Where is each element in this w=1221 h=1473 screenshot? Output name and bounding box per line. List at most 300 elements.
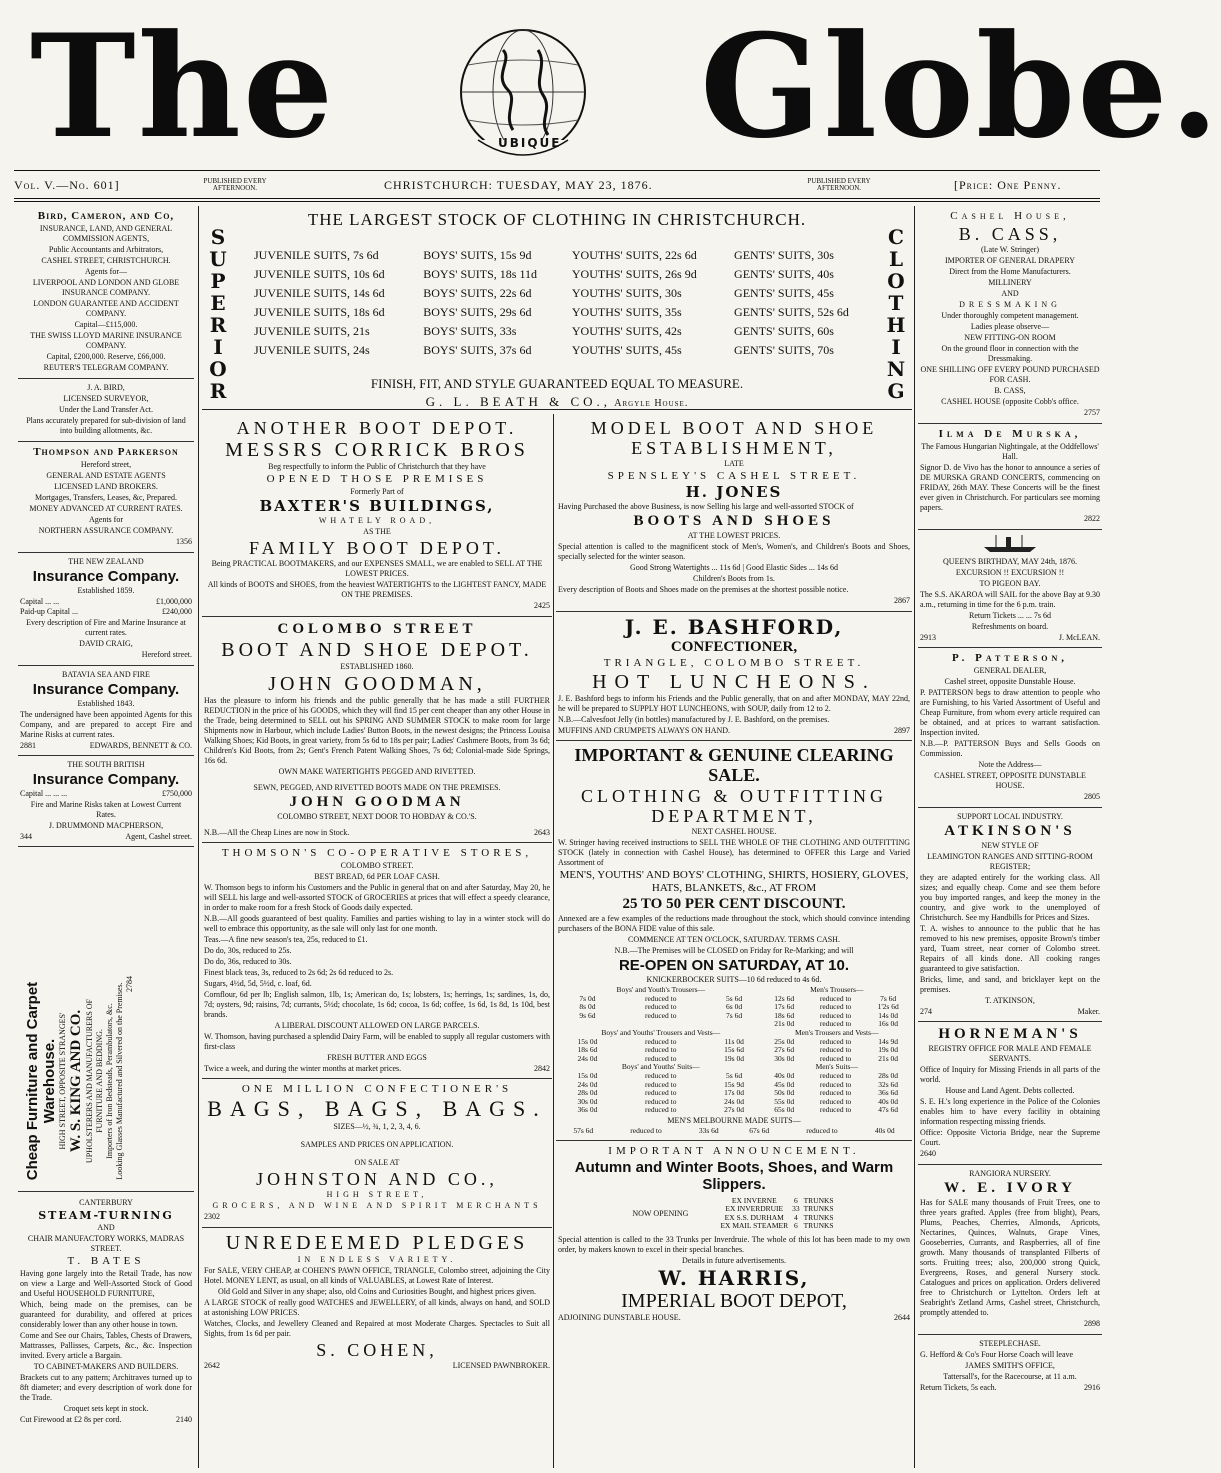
table-row — [250, 284, 880, 303]
column-rule — [198, 206, 199, 1468]
ad-heading: JOHN GOODMAN, — [268, 673, 486, 695]
steamship-icon — [980, 533, 1040, 553]
ad-heading: JOHN GOODMAN — [289, 794, 465, 810]
table-cell: 24s 0d — [577, 1079, 598, 1089]
ad-line: Hereford street, — [80, 460, 132, 469]
price-table — [250, 246, 880, 360]
ad-line: J. McLEAN. — [1058, 633, 1100, 642]
banner-firm-name: G. L. BEATH & CO., — [425, 394, 612, 409]
ad-line: Special attention is called to the magnificent stock of Men's, Women's, and Children's Boots and Shoes, specially selected for the winter season. — [558, 542, 910, 561]
ad-value: £240,000 — [162, 607, 192, 616]
table-row — [250, 322, 880, 341]
vertical-letter: T — [888, 291, 904, 315]
ad-number: 2913 — [920, 633, 936, 642]
ad-heading: QUEEN'S BIRTHDAY, MAY 24th, 1876. — [943, 557, 1077, 566]
ad-patterson — [918, 648, 1102, 808]
table-group-heading: Boys' and Youth's Trousers— — [616, 985, 706, 994]
table-cell: 5s 6d — [726, 1070, 743, 1080]
table-cell: reduced to — [645, 1070, 677, 1080]
table-cell: reduced to — [645, 1053, 677, 1063]
ad-line: CONFECTIONER, — [670, 639, 798, 655]
ad-ja-bird — [18, 379, 194, 442]
ad-kicker: COLOMBO STREET — [277, 621, 477, 637]
ad-line: Special attention is called to the 33 Trunks per Inverdruie. The whole of this lot has been made to my own order, by makers known to excel in their special branches. — [558, 1234, 910, 1254]
published-note-left: PUBLISHED EVERY AFTERNOON. — [203, 177, 267, 192]
ad-line: JAMES SMITH'S OFFICE, — [965, 1361, 1055, 1370]
ad-line: LICENSED LAND BROKERS. — [54, 482, 158, 491]
ad-line: Come and See our Chairs, Tables, Chests of Drawers, Mattrasses, Pallisses, Carpets, &c., &c. Inspection invited. Every article a Bargain. — [20, 1331, 192, 1360]
ship-table — [718, 1197, 835, 1231]
table-cell: BOYS' SUITS, 15s 9d — [423, 248, 532, 262]
table-cell: GENTS' SUITS, 52s 6d — [734, 305, 849, 319]
ad-number: 2822 — [1084, 514, 1100, 523]
ad-line: Every description of Fire and Marine Insurance at current rates. — [26, 618, 186, 637]
ad-line: T. ATKINSON, — [985, 996, 1035, 1005]
ad-line: P. PATTERSON begs to draw attention to people who are Furnishing, to his Varied Assortment of Useful and Cheap Furniture, from whom every article required can be obtained, and at prices to warrant satisfaction. Inspection invited. — [920, 688, 1100, 737]
ad-line: Fire and Marine Risks taken at Lowest Current Rates. — [30, 800, 182, 819]
ad-line: Brackets cut to any pattern; Architraves turned up to 8ft diameter; and every description of work done for the Trade. — [20, 1373, 192, 1402]
ad-batavia-insurance — [18, 666, 194, 756]
ad-line: DRESSMAKING — [959, 300, 1061, 309]
table-cell: reduced to — [819, 1010, 852, 1020]
table-cell: 16s 0d — [878, 1019, 899, 1029]
ad-line: N.B.—All the Cheap Lines are now in Stock. — [204, 828, 350, 837]
ad-line: Every description of Boots and Shoes made on the premises at the shortest possible notice. — [558, 585, 849, 594]
table-cell: GENTS' SUITS, 40s — [734, 267, 834, 281]
ad-line: Being PRACTICAL BOOTMAKERS, and our EXPENSES SMALL, we are enabled to SELL AT THE LOWEST PRICES. — [211, 559, 543, 578]
table-cell: EX MAIL STEAMER — [720, 1221, 789, 1231]
ad-line: B. CASS, — [994, 386, 1026, 395]
vertical-letter: G — [887, 379, 905, 403]
table-row — [250, 265, 880, 284]
ad-line: WHATELY ROAD, — [318, 516, 436, 525]
ad-line: HIGH STREET, OPPOSITE STRANGES' — [58, 1012, 67, 1150]
table-cell: reduced to — [819, 1079, 852, 1089]
ad-king-furniture — [18, 970, 194, 1192]
ad-number: 2642 — [204, 1361, 220, 1370]
ad-heading: BOOTS AND SHOES — [633, 513, 835, 529]
banner-title: THE LARGEST STOCK OF CLOTHING IN CHRISTCHURCH. — [307, 210, 807, 229]
ad-heading: Ilma De Murska, — [938, 428, 1082, 440]
ad-line: Has for SALE many thousands of Fruit Trees, one to three years grafted. Apples (free from blight), Pears, Plums, Peaches, Cherries, Almonds, Apricots, Nectarines, Quinces, Walnuts, Grape Vines, Gooseberries, Currants, and Raspberries, all of fine growth. Many thousands of transplanted Filberts of sorts. Fruiting trees; also, 200,000 strong Quick, Evergreens, Roses, and general Nursery stock. Catalogues and prices on application. Orders delivered free to Christchurch or Lyttelton. Orders left at Seabright's Zetland Arms, Cashel street, Christchurch, promptly attended to. — [920, 1198, 1100, 1317]
ad-line: THE SWISS LLOYD MARINE INSURANCE COMPANY. — [30, 331, 182, 350]
ad-heading: IMPORTANT & GENUINE CLEARING SALE. — [574, 745, 894, 785]
masthead-title-left: The — [30, 4, 336, 170]
ad-line: LIVERPOOL AND LONDON AND GLOBE INSURANCE COMPANY. — [32, 278, 180, 297]
ad-line: CASHEL HOUSE (opposite Cobb's office. — [941, 397, 1079, 406]
masthead-rule — [14, 170, 1100, 171]
ad-harris — [556, 1141, 912, 1327]
ad-line: The S.S. AKAROA will SAIL for the above Bay at 9.30 a.m., returning in time for the 6 p.m. train. — [920, 590, 1100, 609]
ad-kicker: BATAVIA SEA AND FIRE — [62, 670, 150, 679]
table-cell: 27s 6d — [774, 1045, 795, 1055]
ad-number: 2784 — [125, 976, 134, 992]
ad-heading: J. E. BASHFORD, — [624, 615, 844, 639]
table-cell: BOYS' SUITS, 18s 11d — [423, 267, 538, 281]
ad-line: Watches, Clocks, and Jewellery Cleaned and Repaired at most Moderate Charges. Spectacles to Suit all Sights, from 1s 6d per pair. — [204, 1319, 550, 1338]
price-table — [558, 1127, 910, 1136]
table-cell: JUVENILE SUITS, 10s 6d — [254, 267, 385, 281]
ad-line: NORTHERN ASSURANCE COMPANY. — [38, 526, 174, 535]
published-note-right: PUBLISHED EVERY AFTERNOON. — [807, 177, 871, 192]
ad-bird-cameron — [18, 206, 194, 379]
ad-line: Sugars, 4½d, 5d, 5½d, c. loaf, 6d. — [204, 979, 312, 988]
ad-line: Agents for — [89, 515, 123, 524]
masthead-title-right: Globe. — [700, 4, 1221, 170]
ad-line: N.B.—All goods guaranteed of best quality. Families and parties wishing to lay in a winter stock will do well to embrace this opportunity, as the sale will only last for one month. — [204, 914, 550, 933]
ad-line: AND — [1001, 289, 1019, 298]
vertical-letter: R — [209, 379, 227, 403]
ad-line: TRIANGLE, COLOMBO STREET. — [603, 657, 865, 669]
ad-line: Cornflour, 6d per lb; English salmon, 1lb, 1s; American do, 1s; lobsters, 1s; herrings, 1s; sardines, 1s, do, 7d; oysters, 9d; raisins, 7d; currants, 5½d; chocolate, 1s 6d; cocoa, 1s 6d; coffee, 1s 6d, 1s 8d, 1s 10d, best brands. — [204, 990, 550, 1019]
ad-heading: FAMILY BOOT DEPOT. — [248, 538, 506, 558]
ad-heading: BOOT AND SHOE DEPOT. — [221, 639, 533, 661]
ad-line: ON SALE AT — [354, 1158, 400, 1167]
ad-line: W. Stringer having received instructions to SELL THE WHOLE OF THE CLOTHING AND OUTFITTING STOCK (lately in connection with Cashel House), has determined to OFFER this Large and Varied Assortment of — [558, 838, 910, 867]
ad-line: INSURANCE, LAND, AND GENERAL COMMISSION AGENTS, — [39, 224, 173, 243]
ad-line: W. Thomson, having purchased a splendid Dairy Farm, will be enabled to supply all regular customers with first-class — [204, 1032, 550, 1051]
table-cell: JUVENILE SUITS, 18s 6d — [254, 305, 385, 319]
ad-heading: THOMSON'S CO-OPERATIVE STORES, — [221, 847, 533, 859]
ad-line: Agent, Cashel street. — [125, 832, 192, 841]
masthead — [20, 4, 1221, 170]
ad-thompson-parkerson — [18, 442, 194, 553]
table-cell: reduced to — [819, 1036, 852, 1046]
ad-number: 2842 — [534, 1064, 550, 1073]
table-group-heading: Men's Suits— — [815, 1062, 858, 1072]
ad-kicker: RANGIORA NURSERY. — [969, 1169, 1051, 1178]
ad-label: Capital ... ... ... — [20, 789, 68, 798]
ad-line: The Famous Hungarian Nightingale, at the Oddfellows' Hall. — [921, 442, 1099, 461]
ad-thomson — [202, 843, 552, 1079]
table-cell: 14s 9d — [878, 1036, 899, 1046]
volume-number: Vol. V.—No. 601] — [14, 178, 120, 192]
table-cell: 40s 0d — [774, 1070, 795, 1080]
ad-line: The undersigned have been appointed Agents for this Company, and are prepared to accept Fire and Marine Risks at current rates. — [20, 710, 192, 739]
ad-heading: Insurance Company. — [32, 681, 180, 698]
table-cell: 1'2s 6d — [877, 1002, 899, 1012]
vertical-letter: C — [888, 225, 904, 249]
ad-line: A LARGE STOCK of really good WATCHES and JEWELLERY, of all kinds, always on hand, and SOLD at astonishing LOW PRICES. — [204, 1298, 550, 1317]
table-row — [250, 303, 880, 322]
ad-line: Having gone largely into the Retail Trade, has now on view a Large and Well-Assorted Stock of Good and Useful HOUSEHOLD FURNITURE, — [20, 1269, 192, 1298]
table-cell: 36s 6d — [878, 1088, 899, 1098]
vertical-letter: L — [888, 247, 904, 271]
ad-number: 2425 — [534, 601, 550, 610]
ad-line: All kinds of BOOTS and SHOES, from the heaviest WATERTIGHTS to the LIGHTEST FANCY, MADE ON THE PREMISES. — [207, 580, 547, 599]
ad-line: SAMPLES AND PRICES ON APPLICATION. — [300, 1140, 454, 1149]
table-cell: 18s 6d — [774, 1010, 795, 1020]
ad-line: Under the Land Transfer Act. — [59, 405, 153, 414]
ad-line: Details in future advertisements. — [682, 1255, 786, 1265]
ad-line: Agents for— — [85, 267, 127, 276]
ad-line: Formerly Part of — [350, 487, 404, 496]
ad-line: they are adapted entirely for the working class. All sizes; and equally cheap. Come and see them before you buy imported ranges, and keep the money in the country, and give work to the unemployed of Christchurch. See my Handbills for Prices and Sizes. — [920, 873, 1100, 922]
vertical-letter: O — [209, 357, 227, 381]
ad-line: OPENED THOSE PREMISES — [266, 473, 488, 485]
table-cell: reduced to — [645, 993, 677, 1003]
table-cell: reduced to — [819, 1105, 852, 1115]
ad-kicker: ONE MILLION CONFECTIONER'S — [241, 1083, 513, 1095]
ad-line: NEW STYLE OF — [981, 841, 1039, 850]
ad-heading: STEAM-TURNING — [38, 1209, 174, 1222]
ad-kicker: SUPPORT LOCAL INDUSTRY. — [957, 812, 1063, 821]
ad-line: CHAIR MANUFACTORY WORKS, MADRAS STREET. — [27, 1234, 185, 1253]
ad-line: Return Tickets ... ... 7s 6d — [968, 611, 1051, 620]
table-cell: reduced to — [630, 1125, 662, 1135]
ad-line: (Late W. Stringer) — [981, 245, 1039, 254]
ad-line: EXCURSION !! EXCURSION !! — [955, 568, 1065, 577]
ad-value: £750,000 — [162, 789, 192, 798]
ad-number: 2805 — [1084, 792, 1100, 801]
table-cell: 5s 6d — [726, 993, 743, 1003]
table-cell: reduced to — [819, 993, 852, 1003]
table-cell: 4 — [793, 1212, 798, 1222]
table-row — [718, 1222, 835, 1231]
table-cell: BOYS' SUITS, 22s 6d — [423, 286, 532, 300]
ad-kicker: THE NEW ZEALAND — [68, 557, 144, 566]
table-cell: reduced to — [645, 1079, 677, 1089]
table-cell: 21s 0d — [774, 1019, 795, 1029]
ad-heading: Insurance Company. — [32, 771, 180, 788]
ad-line: MONEY ADVANCED AT CURRENT RATES. — [29, 504, 183, 513]
ad-line: Looking Glasses Manufactured and Silvered on the Premises. — [115, 982, 124, 1180]
ad-line: GENERAL DEALER, — [973, 666, 1047, 675]
ad-bates — [18, 1194, 194, 1429]
ad-heading: P. Patterson, — [951, 652, 1069, 664]
ad-line: Plans accurately prepared for sub-division of land into building allotments, &c. — [26, 416, 186, 435]
ad-cass — [918, 206, 1102, 424]
ad-line: MEN'S MELBOURNE MADE SUITS— — [667, 1115, 801, 1125]
ad-line: W. Thomson begs to inform his Customers and the Public in general that on and after Saturday, May 20, he will SELL his large and well-assorted STOCK of GROCERIES at prices that will effect a speedy clearance, in order to make room for a fresh Stock of Goods daily expected. — [204, 883, 550, 912]
ad-number: 2916 — [1084, 1383, 1100, 1392]
table-cell: 24s 0d — [577, 1053, 598, 1063]
table-row — [558, 1012, 910, 1021]
table-cell: JUVENILE SUITS, 7s 6d — [254, 248, 379, 262]
column-rule — [914, 206, 915, 1468]
table-cell: 50s 0d — [774, 1088, 795, 1098]
ad-line: CASHEL STREET, OPPOSITE DUNSTABLE HOUSE. — [934, 771, 1086, 790]
ad-hefford — [918, 1335, 1102, 1397]
ad-line: N.B.—P. PATTERSON Buys and Sells Goods on Commission. — [920, 739, 1100, 758]
ad-line: LONDON GUARANTEE AND ACCIDENT COMPANY. — [33, 299, 179, 318]
ad-line: REUTER'S TELEGRAM COMPANY. — [43, 363, 169, 372]
ad-heading: B. CASS, — [958, 224, 1062, 244]
dateline-rule — [14, 198, 1100, 199]
ad-line: A LIBERAL DISCOUNT ALLOWED ON LARGE PARCELS. — [274, 1021, 480, 1030]
ad-heading: IMPERIAL BOOT DEPOT, — [621, 1289, 847, 1312]
table-cell: 27s 0d — [724, 1105, 744, 1115]
ad-line: Good Strong Watertights ... 11s 6d | Good Elastic Sides ... 14s 6d — [629, 563, 839, 572]
table-cell: JUVENILE SUITS, 24s — [254, 343, 370, 357]
ad-heading: HOT LUNCHEONS. — [592, 671, 876, 693]
ad-south-british — [18, 756, 194, 847]
ad-line: BEST BREAD, 6d PER LOAF CASH. — [314, 872, 440, 881]
ad-line: G. Hefford & Co's Four Horse Coach will leave — [920, 1350, 1074, 1359]
ad-number: 2302 — [204, 1212, 220, 1221]
ad-line: Mortgages, Transfers, Leases, &c, Prepared. — [35, 493, 177, 502]
ad-heading: Autumn and Winter Boots, Shoes, and Warm Slippers. — [574, 1158, 894, 1193]
ad-line: DAVID CRAIG, — [79, 639, 133, 648]
table-cell: 33 — [792, 1204, 800, 1214]
table-group-heading: Boys' and Youths' Trousers and Vests— — [601, 1027, 721, 1037]
vertical-letter: P — [210, 269, 226, 293]
ad-line: ONE SHILLING OFF EVERY POUND PURCHASED FOR CASH. — [920, 365, 1100, 384]
ad-kicker: CANTERBURY — [79, 1198, 133, 1207]
banner-foot: FINISH, FIT, AND STYLE GUARANTEED EQUAL TO MEASURE. — [370, 376, 744, 391]
table-cell: reduced to — [819, 1088, 852, 1098]
ad-line: IN ENDLESS VARIETY. — [297, 1255, 457, 1264]
table-cell: reduced to — [645, 1088, 677, 1098]
ad-line: Bricks, lime, and sand, and bricklayer kept on the premises. — [920, 975, 1100, 994]
ad-line: GENERAL AND ESTATE AGENTS — [46, 471, 166, 480]
table-cell: 15s 9d — [724, 1079, 744, 1089]
table-cell: reduced to — [645, 1045, 677, 1055]
ad-jones — [556, 414, 912, 612]
ad-heading: Thompson and Parkerson — [33, 446, 179, 458]
ad-line: Importers of Iron Bedsteads, Perambulators, &c. — [105, 1003, 114, 1159]
table-cell: reduced to — [645, 1036, 677, 1046]
ad-heading: BAXTER'S BUILDINGS, — [259, 497, 495, 515]
place-and-date: CHRISTCHURCH: TUESDAY, MAY 23, 1876. — [384, 178, 653, 192]
ad-line: ADJOINING DUNSTABLE HOUSE. — [558, 1312, 681, 1322]
table-cell: reduced to — [645, 1105, 677, 1115]
table-row — [558, 1127, 910, 1136]
ad-ivory — [918, 1165, 1102, 1335]
table-cell: BOYS' SUITS, 29s 6d — [423, 305, 532, 319]
table-cell: reduced to — [819, 1096, 852, 1106]
column-3 — [556, 414, 912, 1468]
table-cell: 24s 0d — [724, 1096, 744, 1106]
banner-house: Argyle House. — [614, 398, 689, 409]
ad-kicker: Cashel House, — [950, 210, 1070, 222]
table-cell: 33s 6d — [698, 1125, 719, 1135]
ad-line: Cashel street, opposite Dunstable House. — [944, 677, 1076, 686]
vertical-letter: I — [891, 335, 901, 359]
ad-kicker: STEEPLECHASE. — [979, 1339, 1041, 1348]
ad-johnston-bags — [202, 1079, 552, 1228]
ad-goodman — [202, 617, 552, 843]
table-cell: 57s 6d — [573, 1125, 594, 1135]
column-4 — [918, 206, 1102, 1468]
table-cell: GENTS' SUITS, 60s — [734, 324, 834, 338]
ad-atkinson — [918, 808, 1102, 1022]
ad-line: Do do, 36s, reduced to 30s. — [204, 957, 292, 966]
ad-line: Capital—£115,000. — [74, 320, 138, 329]
ad-number: 2644 — [894, 1312, 910, 1322]
table-cell: TRUNKS — [803, 1221, 834, 1231]
ad-line: LICENSED SURVEYOR, — [63, 394, 149, 403]
price-table — [558, 986, 910, 1115]
table-group-heading: Boys' and Youths' Suits— — [621, 1062, 700, 1072]
table-row — [250, 341, 880, 360]
ad-line: Public Accountants and Arbitrators, — [48, 245, 164, 254]
table-cell: 14s 0d — [878, 1010, 899, 1020]
table-cell: 15s 0d — [577, 1036, 598, 1046]
ad-line: J. DRUMMOND MACPHERSON, — [48, 821, 164, 830]
table-cell: 25s 0d — [774, 1036, 795, 1046]
ad-heading: Bird, Cameron, and Co, — [37, 210, 175, 222]
ad-line: NOW OPENING — [632, 1208, 689, 1218]
ad-line: CASHEL STREET, CHRISTCHURCH. — [41, 256, 171, 265]
ad-line: Finest black teas, 3s, reduced to 2s 6d; 2s 6d reduced to 2s. — [204, 968, 394, 977]
ad-line: IMPORTER OF GENERAL DRAPERY — [944, 256, 1076, 265]
masthead-motto: UBIQUE — [498, 136, 562, 150]
table-group-heading: Men's Trousers— — [810, 985, 864, 994]
ad-heading: W. S. KING AND CO. — [68, 1009, 84, 1153]
table-cell: reduced to — [819, 1053, 852, 1063]
ad-line: KNICKERBOCKER SUITS—10 6d reduced to 4s 6d. — [646, 975, 822, 984]
ad-line: Has the pleasure to inform his friends and the public generally that he has made a still FURTHER REDUCTION in the price of his GOODS, which they will find 15 per cent cheaper than any other House in the Trade, being determined to SELL out his SPRING AND SUMMER STOCK to make room for large Shipments now in Harbour, which include Ladies' Button Boots, in the newest designs; the Princess Louisa Walking Shoes; Kid Boots, in great variety, from 5s 6d to 18s per pair; Ladies' Cashmere Boots, from 3s 6d; Children's Kid Boots, from 2s; Gent's French Patent Walking Shoes, 7s 6d; Colonial-made Side Springs, 16s 6d. — [204, 696, 551, 765]
ship-list — [558, 1197, 910, 1231]
ad-heading: W. HARRIS, — [658, 1265, 810, 1290]
ad-heading: UNREDEEMED PLEDGES — [225, 1232, 529, 1254]
table-cell: TRUNKS — [803, 1212, 834, 1222]
ad-line: Direct from the Home Manufacturers. — [949, 267, 1071, 276]
ad-line: SEWN, PEGGED, AND RIVETTED BOOTS MADE ON THE PREMISES. — [253, 783, 501, 792]
table-cell: reduced to — [645, 1096, 677, 1106]
ad-line: Teas.—A fine new season's tea, 25s, reduced to £1. — [204, 935, 368, 944]
table-cell: YOUTHS' SUITS, 22s 6d — [571, 248, 697, 262]
ad-number: 2881 — [20, 741, 36, 750]
ad-line: Established 1843. — [77, 699, 135, 708]
ad-heading: T. BATES — [67, 1255, 145, 1267]
ad-horneman — [918, 1022, 1102, 1165]
table-cell: 30s 0d — [774, 1053, 795, 1063]
table-cell: 28s 0d — [878, 1070, 899, 1080]
ad-line: Established 1859. — [77, 586, 135, 595]
ad-line: Hereford street. — [141, 650, 192, 659]
ad-line: J. A. BIRD, — [87, 383, 125, 392]
table-cell: JUVENILE SUITS, 14s 6d — [254, 286, 385, 300]
ad-line: EDWARDS, BENNETT & CO. — [89, 741, 192, 750]
ad-line: MILLINERY — [988, 278, 1032, 287]
ad-line: Cut Firewood at £2 8s per cord. — [20, 1415, 122, 1424]
ad-heading: H. JONES — [685, 483, 783, 501]
ad-number: 2140 — [176, 1415, 192, 1424]
vertical-letter: H — [886, 313, 906, 337]
table-cell: 19s 0d — [878, 1045, 899, 1055]
ad-line: Note the Address— — [978, 760, 1042, 769]
ad-line: UPHOLSTERERS AND MANUFACTURERS OF FURNITURE AND BEDDING. — [85, 998, 104, 1164]
ad-line: TO PIGEON BAY. — [979, 579, 1041, 588]
ad-line: Maker. — [1077, 1007, 1100, 1016]
ad-heading: HORNEMAN'S — [938, 1026, 1082, 1042]
table-cell: 65s 0d — [774, 1105, 795, 1115]
table-cell: 32s 6d — [878, 1079, 899, 1089]
table-cell: reduced to — [819, 1045, 852, 1055]
ad-line: T. A. wishes to announce to the public that he has removed to his new premises, opposite Brown's timber yard, Tuam street, near corner of Colombo street. Repairs of all kinds done. All cooking ranges guaranteed to give satisfaction. — [920, 924, 1100, 973]
ad-line: COLOMBO STREET, NEXT DOOR TO HOBDAY & CO.'S. — [277, 812, 477, 821]
table-cell: EX INVERDRUIE — [725, 1204, 784, 1214]
ad-line: NEXT CASHEL HOUSE. — [691, 827, 777, 836]
table-cell: YOUTHS' SUITS, 45s — [571, 343, 682, 357]
table-cell: 45s 0d — [774, 1079, 795, 1089]
ad-number: 2643 — [534, 828, 550, 837]
table-cell: JUVENILE SUITS, 21s — [254, 324, 370, 338]
ad-heading: JOHNSTON AND CO., — [256, 1169, 498, 1189]
table-cell: 40s 0d — [878, 1096, 899, 1106]
table-cell: 15s 6d — [724, 1045, 744, 1055]
ad-line: Under thoroughly competent management. — [941, 311, 1079, 320]
ad-line: OWN MAKE WATERTIGHTS PEGGED AND RIVETTED. — [278, 767, 476, 776]
ad-line: Croquet sets kept in stock. — [63, 1404, 149, 1413]
ad-line: Office of Inquiry for Missing Friends in all parts of the world. — [920, 1065, 1100, 1084]
table-cell: reduced to — [819, 1019, 852, 1029]
ad-line: Twice a week, and during the winter months at market prices. — [204, 1064, 402, 1073]
table-cell: YOUTHS' SUITS, 35s — [571, 305, 682, 319]
ad-heading: 25 TO 50 PER CENT DISCOUNT. — [622, 896, 846, 912]
